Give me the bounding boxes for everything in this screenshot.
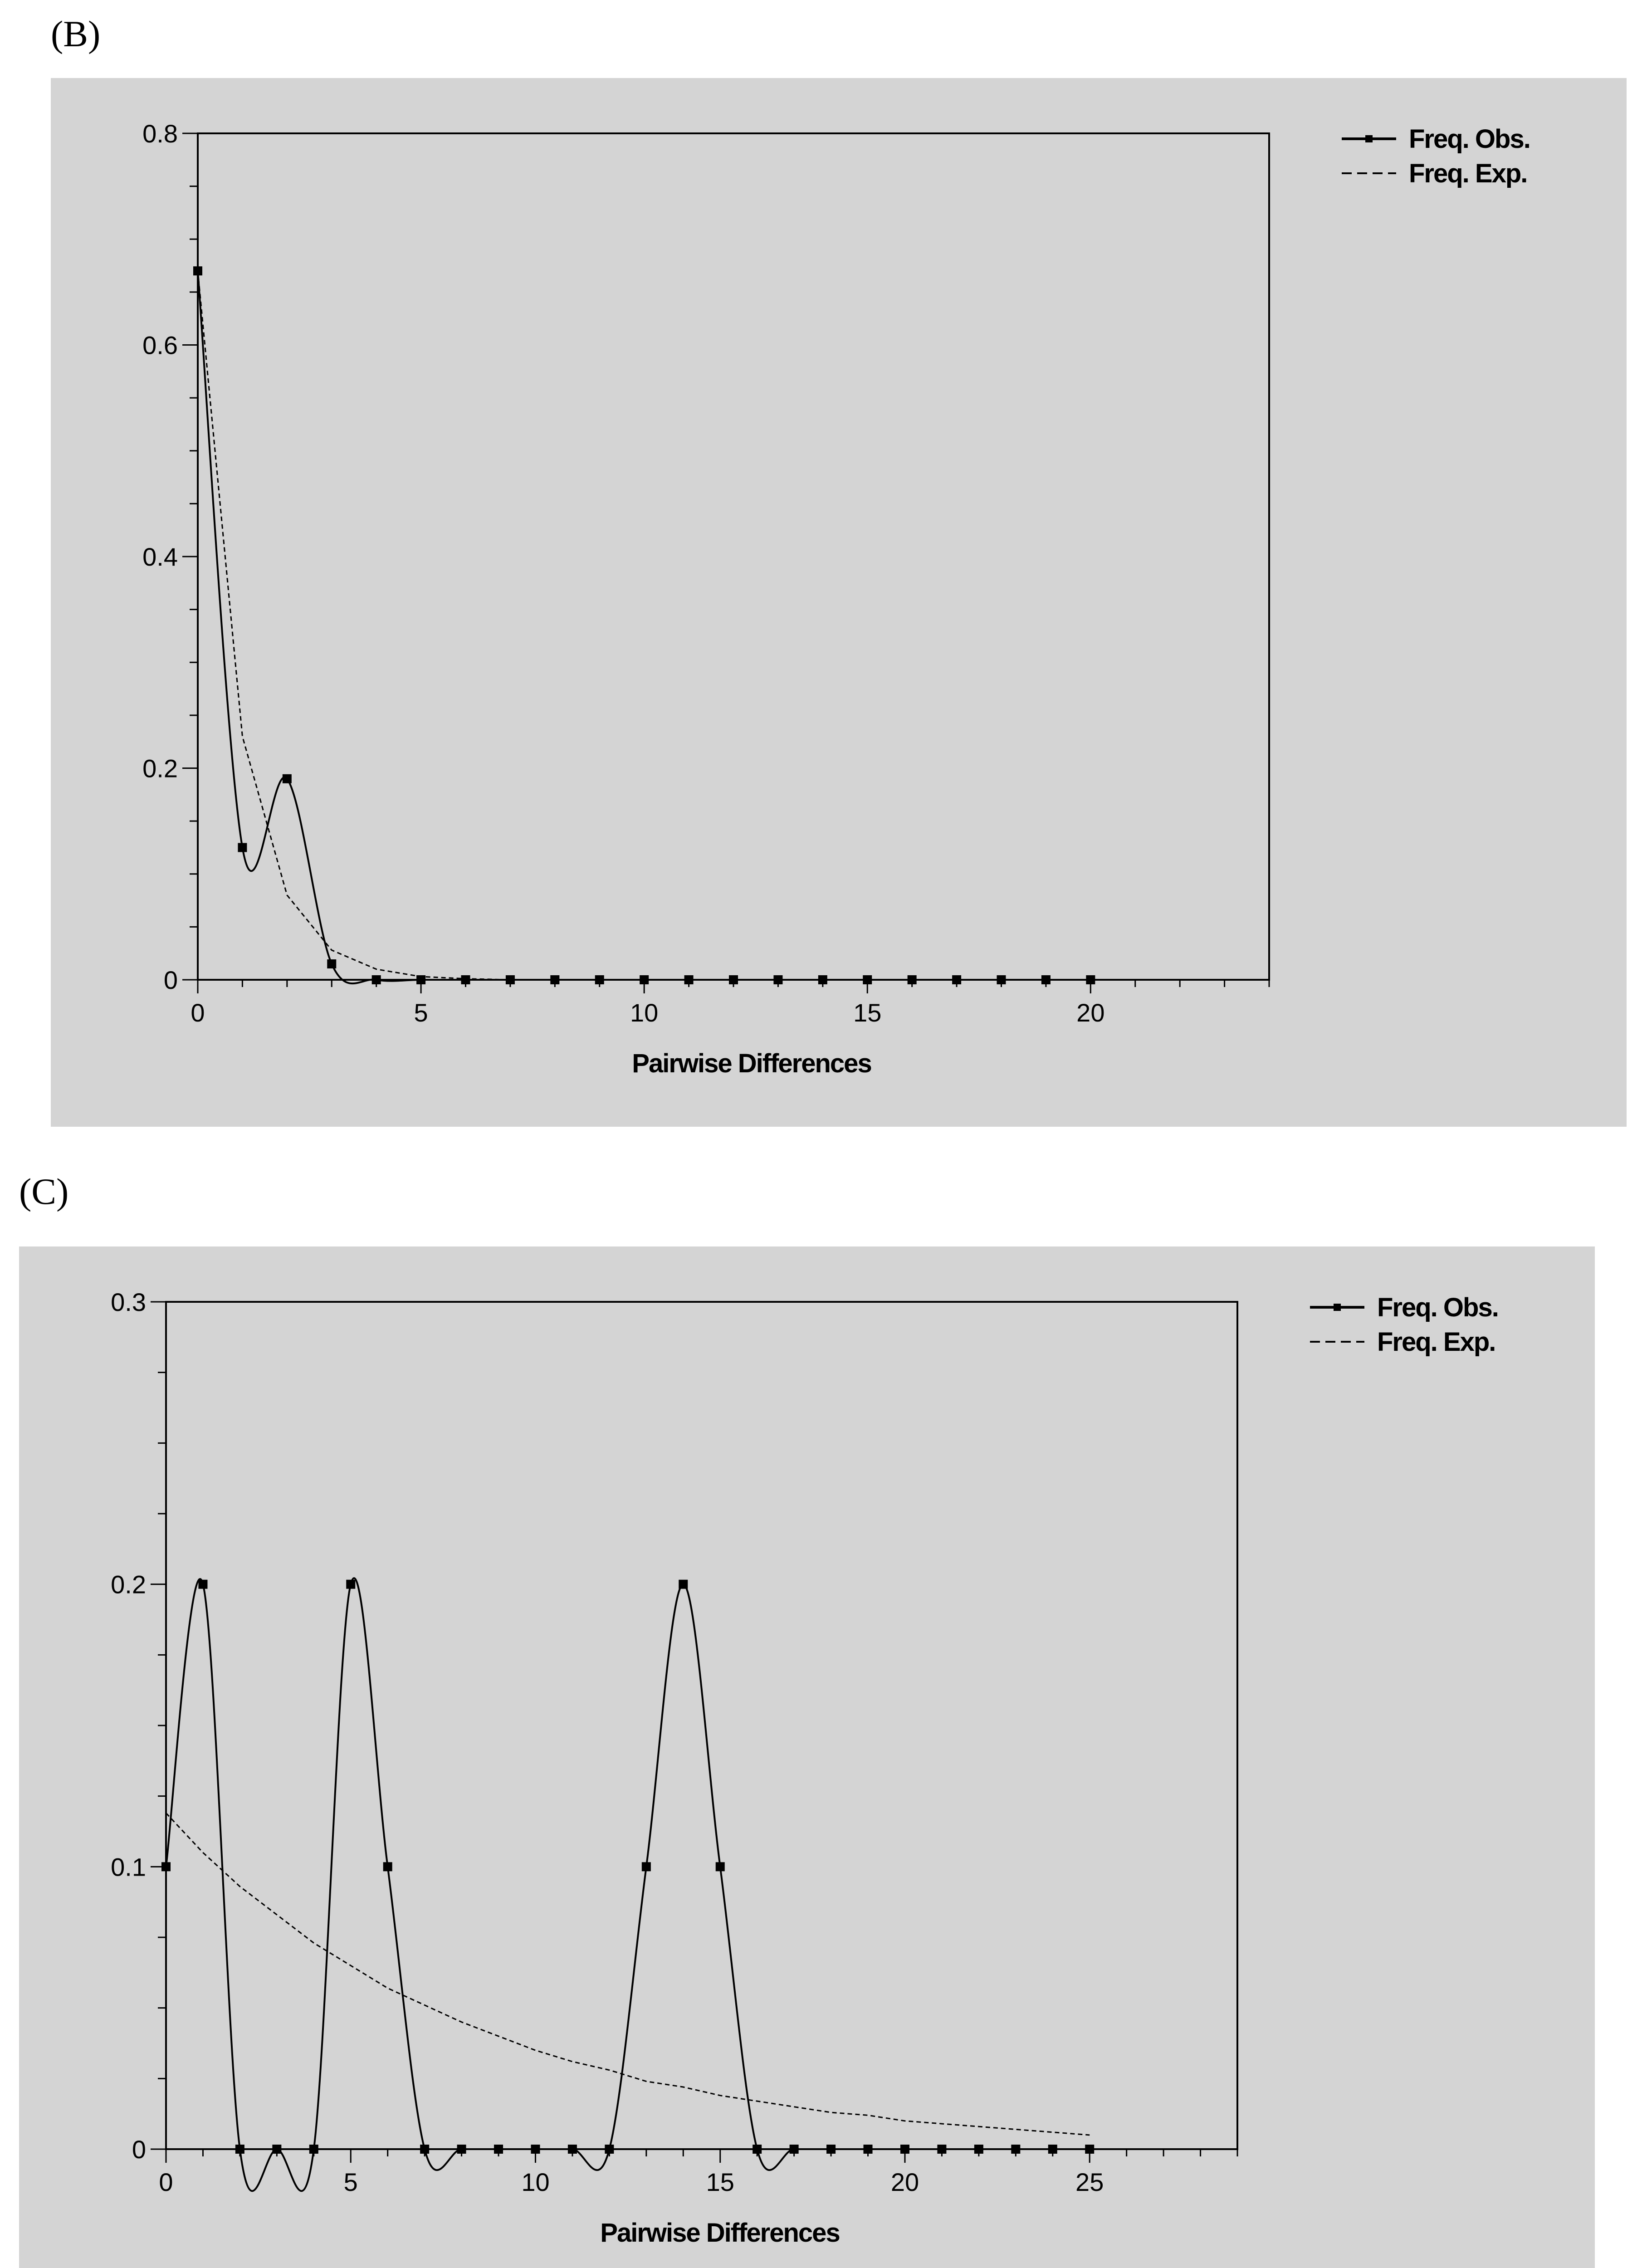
x-tick-label: 20 — [890, 2168, 919, 2196]
panel-label-b: (B) — [51, 13, 101, 54]
data-point-observed — [716, 1862, 725, 1871]
plot-frame — [198, 133, 1269, 980]
chart-b-svg — [51, 78, 1627, 1127]
x-tick-label: 0 — [159, 2168, 173, 2196]
data-point-observed — [531, 2145, 540, 2154]
x-tick-label: 15 — [706, 2168, 734, 2196]
data-point-observed — [309, 2145, 318, 2154]
legend-marker — [1365, 135, 1373, 142]
x-tick-label: 25 — [1075, 2168, 1104, 2196]
x-tick-label: 5 — [414, 998, 428, 1027]
y-tick-label: 0.2 — [111, 1570, 146, 1599]
series-line-expected — [198, 271, 1090, 980]
data-point-observed — [238, 843, 247, 852]
x-tick-label: 10 — [630, 998, 659, 1027]
y-tick-label: 0.6 — [142, 331, 178, 360]
data-point-observed — [826, 2145, 836, 2154]
y-tick-label: 0.2 — [142, 754, 178, 783]
legend-marker — [1334, 1304, 1341, 1311]
x-tick-label: 0 — [191, 998, 205, 1027]
legend-label: Freq. Exp. — [1377, 1327, 1495, 1357]
series-line-observed — [166, 1578, 1090, 2191]
data-point-observed — [461, 975, 470, 984]
y-tick-label: 0.1 — [111, 1853, 146, 1882]
data-point-observed — [753, 2145, 762, 2154]
data-point-observed — [864, 2145, 873, 2154]
legend-label: Freq. Obs. — [1377, 1293, 1498, 1322]
x-axis-label: Pairwise Differences — [600, 2218, 840, 2248]
chart-panel-b — [51, 78, 1627, 1127]
data-point-observed — [605, 2145, 614, 2154]
data-point-observed — [679, 1580, 688, 1589]
data-point-observed — [420, 2145, 429, 2154]
data-point-observed — [235, 2145, 244, 2154]
y-tick-label: 0 — [132, 2135, 146, 2164]
data-point-observed — [346, 1580, 355, 1589]
data-point-observed — [568, 2145, 577, 2154]
data-point-observed — [642, 1862, 651, 1871]
data-point-observed — [974, 2145, 983, 2154]
data-point-observed — [494, 2145, 503, 2154]
data-point-observed — [1048, 2145, 1057, 2154]
data-point-observed — [272, 2145, 281, 2154]
chart-panel-c — [19, 1246, 1595, 2268]
data-point-observed — [161, 1862, 171, 1871]
data-point-observed — [900, 2145, 909, 2154]
data-point-observed — [457, 2145, 466, 2154]
x-tick-label: 10 — [521, 2168, 550, 2196]
data-point-observed — [198, 1580, 207, 1589]
x-tick-label: 15 — [853, 998, 882, 1027]
y-tick-label: 0.4 — [142, 543, 178, 571]
y-tick-label: 0 — [163, 966, 178, 994]
data-point-observed — [283, 774, 292, 783]
data-point-observed — [383, 1862, 392, 1871]
series-line-expected — [166, 1813, 1090, 2135]
data-point-observed — [1011, 2145, 1020, 2154]
legend-label: Freq. Exp. — [1409, 159, 1527, 188]
data-point-observed — [327, 959, 336, 968]
legend-label: Freq. Obs. — [1409, 124, 1530, 154]
x-tick-label: 20 — [1076, 998, 1105, 1027]
y-tick-label: 0.3 — [111, 1288, 146, 1316]
series-line-observed — [198, 271, 1090, 983]
y-tick-label: 0.8 — [142, 119, 178, 148]
data-point-observed — [937, 2145, 946, 2154]
plot-frame — [166, 1302, 1237, 2149]
data-point-observed — [1085, 2145, 1094, 2154]
x-axis-label: Pairwise Differences — [632, 1049, 871, 1078]
x-tick-label: 5 — [343, 2168, 358, 2196]
chart-c-svg — [19, 1246, 1595, 2268]
data-point-observed — [372, 975, 381, 984]
data-point-observed — [790, 2145, 799, 2154]
panel-label-c: (C) — [19, 1171, 69, 1212]
